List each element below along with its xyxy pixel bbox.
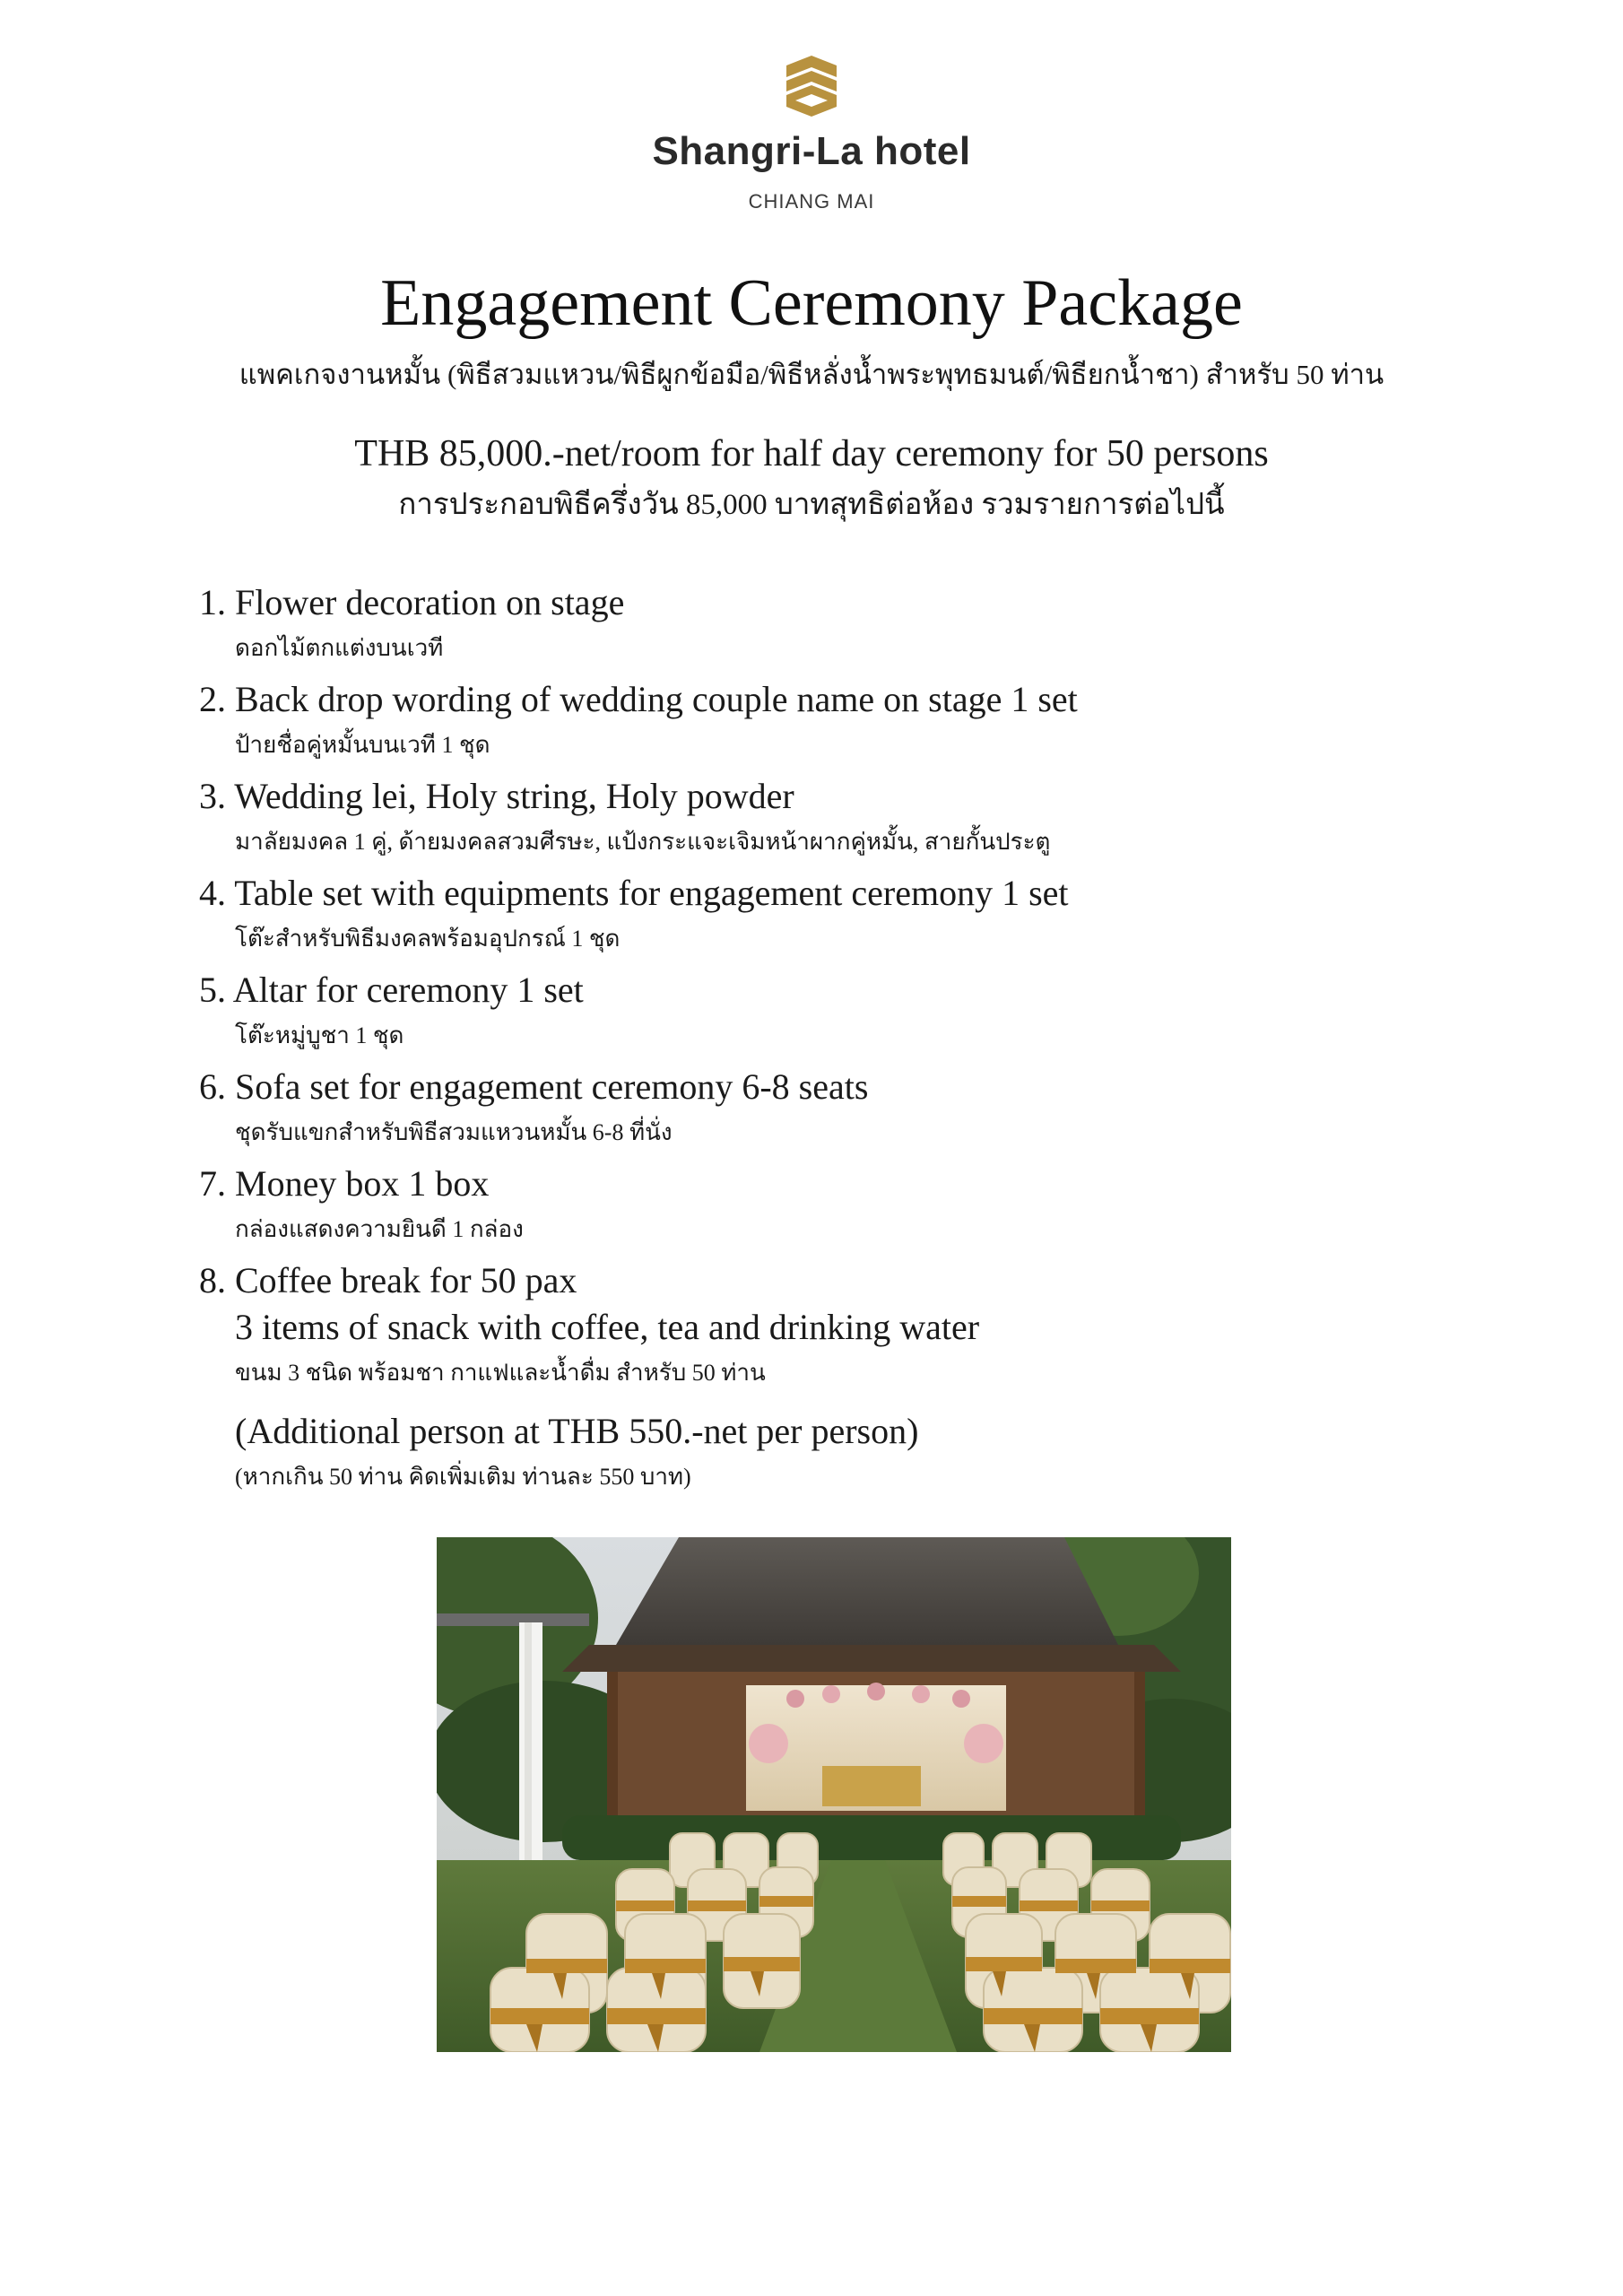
list-item-title: 5. Altar for ceremony 1 set: [199, 970, 584, 1010]
list-item-thai: ดอกไม้ตกแต่งบนเวที: [235, 635, 444, 661]
additional-person-rate: (Additional person at THB 550.-net per person): [235, 1411, 919, 1451]
venue-photo: [437, 1537, 1231, 2052]
list-item: [199, 676, 1454, 768]
page-title: Engagement Ceremony Package: [380, 266, 1243, 340]
list-item: [199, 1064, 1454, 1155]
list-item-thai: โต๊ะสำหรับพิธีมงคลพร้อมอุปกรณ์ 1 ชุด: [235, 926, 621, 952]
list-item: [199, 967, 1454, 1058]
venue-photo-illustration: [437, 1537, 1231, 2052]
coffee-break-detail: 3 items of snack with coffee, tea and drinking water: [235, 1307, 980, 1347]
coffee-break-detail-thai: ขนม 3 ชนิด พร้อมชา กาแฟและน้ำดื่ม สำหรับ 50 ท่าน: [235, 1360, 766, 1386]
package-price: THB 85,000.-net/room for half day ceremony for 50 persons: [354, 433, 1269, 474]
list-item-title: 2. Back drop wording of wedding couple name on stage 1 set: [199, 679, 1078, 719]
list-item: [199, 870, 1454, 961]
list-item-title: 6. Sofa set for engagement ceremony 6-8 seats: [199, 1066, 869, 1107]
package-price-thai: การประกอบพิธีครึ่งวัน 85,000 บาทสุทธิต่อห้อง รวมรายการต่อไปนี้: [398, 489, 1225, 521]
list-item-title: 1. Flower decoration on stage: [199, 582, 625, 622]
hotel-name: Shangri-La hotel: [652, 129, 971, 173]
additional-person-rate-thai: (หากเกิน 50 ท่าน คิดเพิ่มเติม ท่านละ 550 บาท): [235, 1464, 691, 1490]
list-item-coffee-break: [199, 1257, 1454, 1500]
list-item-title: 3. Wedding lei, Holy string, Holy powder: [199, 776, 794, 816]
list-item-thai: โต๊ะหมู่บูชา 1 ชุด: [235, 1022, 404, 1048]
list-item-title: 4. Table set with equipments for engagement ceremony 1 set: [199, 873, 1069, 913]
list-item-thai: มาลัยมงคล 1 คู่, ด้ายมงคลสวมศีรษะ, แป้งกระแจะเจิมหน้าผากคู่หมั้น, สายกั้นประตู: [235, 829, 1051, 855]
inclusion-list: [199, 579, 1454, 1500]
list-item: [199, 1161, 1454, 1252]
list-item: [199, 579, 1454, 671]
list-item-title: 7. Money box 1 box: [199, 1163, 490, 1204]
shangri-la-emblem-icon: [786, 56, 837, 117]
list-item: [199, 773, 1454, 865]
page-subtitle-thai: แพคเกจงานหมั้น (พิธีสวมแหวน/พิธีผูกข้อมือ/พิธีหลั่งน้ำพระพุทธมนต์/พิธียกน้ำชา) สำหรับ 50 ท่าน: [239, 359, 1384, 390]
hotel-logo: [0, 56, 1623, 213]
list-item-title: 8. Coffee break for 50 pax: [199, 1260, 577, 1300]
list-item-thai: ชุดรับแขกสำหรับพิธีสวมแหวนหมั้น 6-8 ที่นั่ง: [235, 1119, 673, 1145]
hotel-city: CHIANG MAI: [748, 190, 875, 213]
list-item-thai: ป้ายชื่อคู่หมั้นบนเวที 1 ชุด: [235, 732, 490, 758]
list-item-thai: กล่องแสดงความยินดี 1 กล่อง: [235, 1216, 524, 1242]
